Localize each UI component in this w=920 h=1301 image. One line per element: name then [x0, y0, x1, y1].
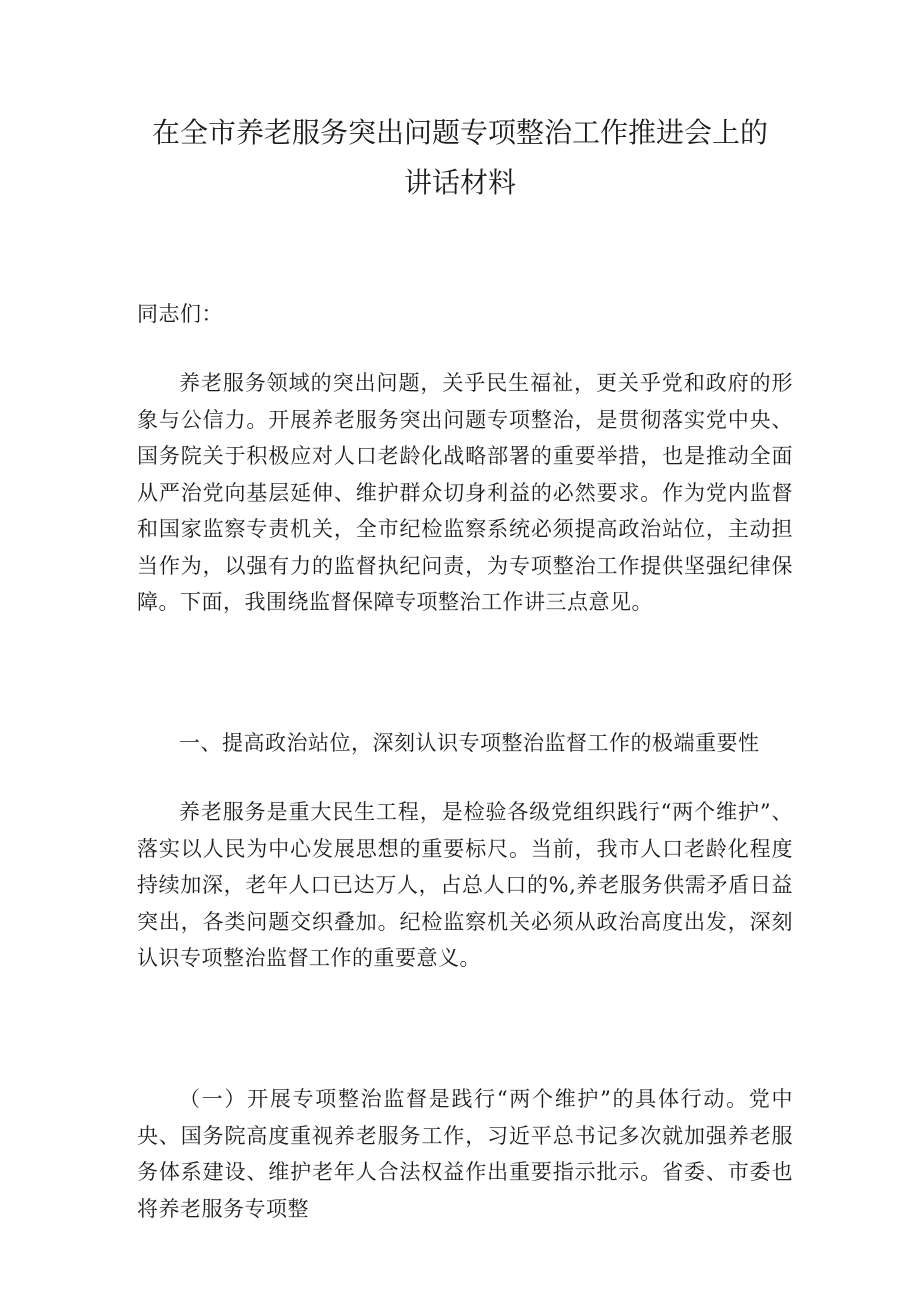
document-title: 在全市养老服务突出问题专项整治工作推进会上的讲话材料	[151, 116, 768, 199]
section-heading-1: 一、提高政治站位，深刻认识专项整治监督工作的极端重要性	[179, 731, 760, 755]
paragraph-intro: 养老服务领域的突出问题，关乎民生福祉，更关乎党和政府的形象与公信力。开展养老服务突出问题专项整治，是贯彻落实党中央、国务院关于积极应对人口老龄化战略部署的重要举措，也是推动全面从严治党向基层延伸、维护群众切身利益的必然要求。作为党内监督和国家监察专责机关，全市纪检监察系统必须提高政治站位，主动担当作为，以强有力的监督执纪问责，为专项整治工作提供坚强纪律保障。下面，我围绕监督保障专项整治工作讲三点意见。	[137, 371, 793, 614]
paragraph-section-1: 养老服务是重大民生工程，是检验各级党组织践行“两个维护”、落实以人民为中心发展思想的重要标尺。当前，我市人口老龄化程度持续加深，老年人口已达万人，占总人口的%,养老服务供需矛盾日益突出，各类问题交织叠加。纪检监察机关必须从政治高度出发，深刻认识专项整治监督工作的重要意义。	[137, 800, 793, 970]
salutation: 同志们：	[137, 302, 223, 326]
paragraph-subsection-1: （一）开展专项整治监督是践行“两个维护”的具体行动。党中央、国务院高度重视养老服务工作，习近平总书记多次就加强养老服务体系建设、维护老年人合法权益作出重要指示批示。省委、市委也将养老服务专项整	[137, 1087, 793, 1221]
